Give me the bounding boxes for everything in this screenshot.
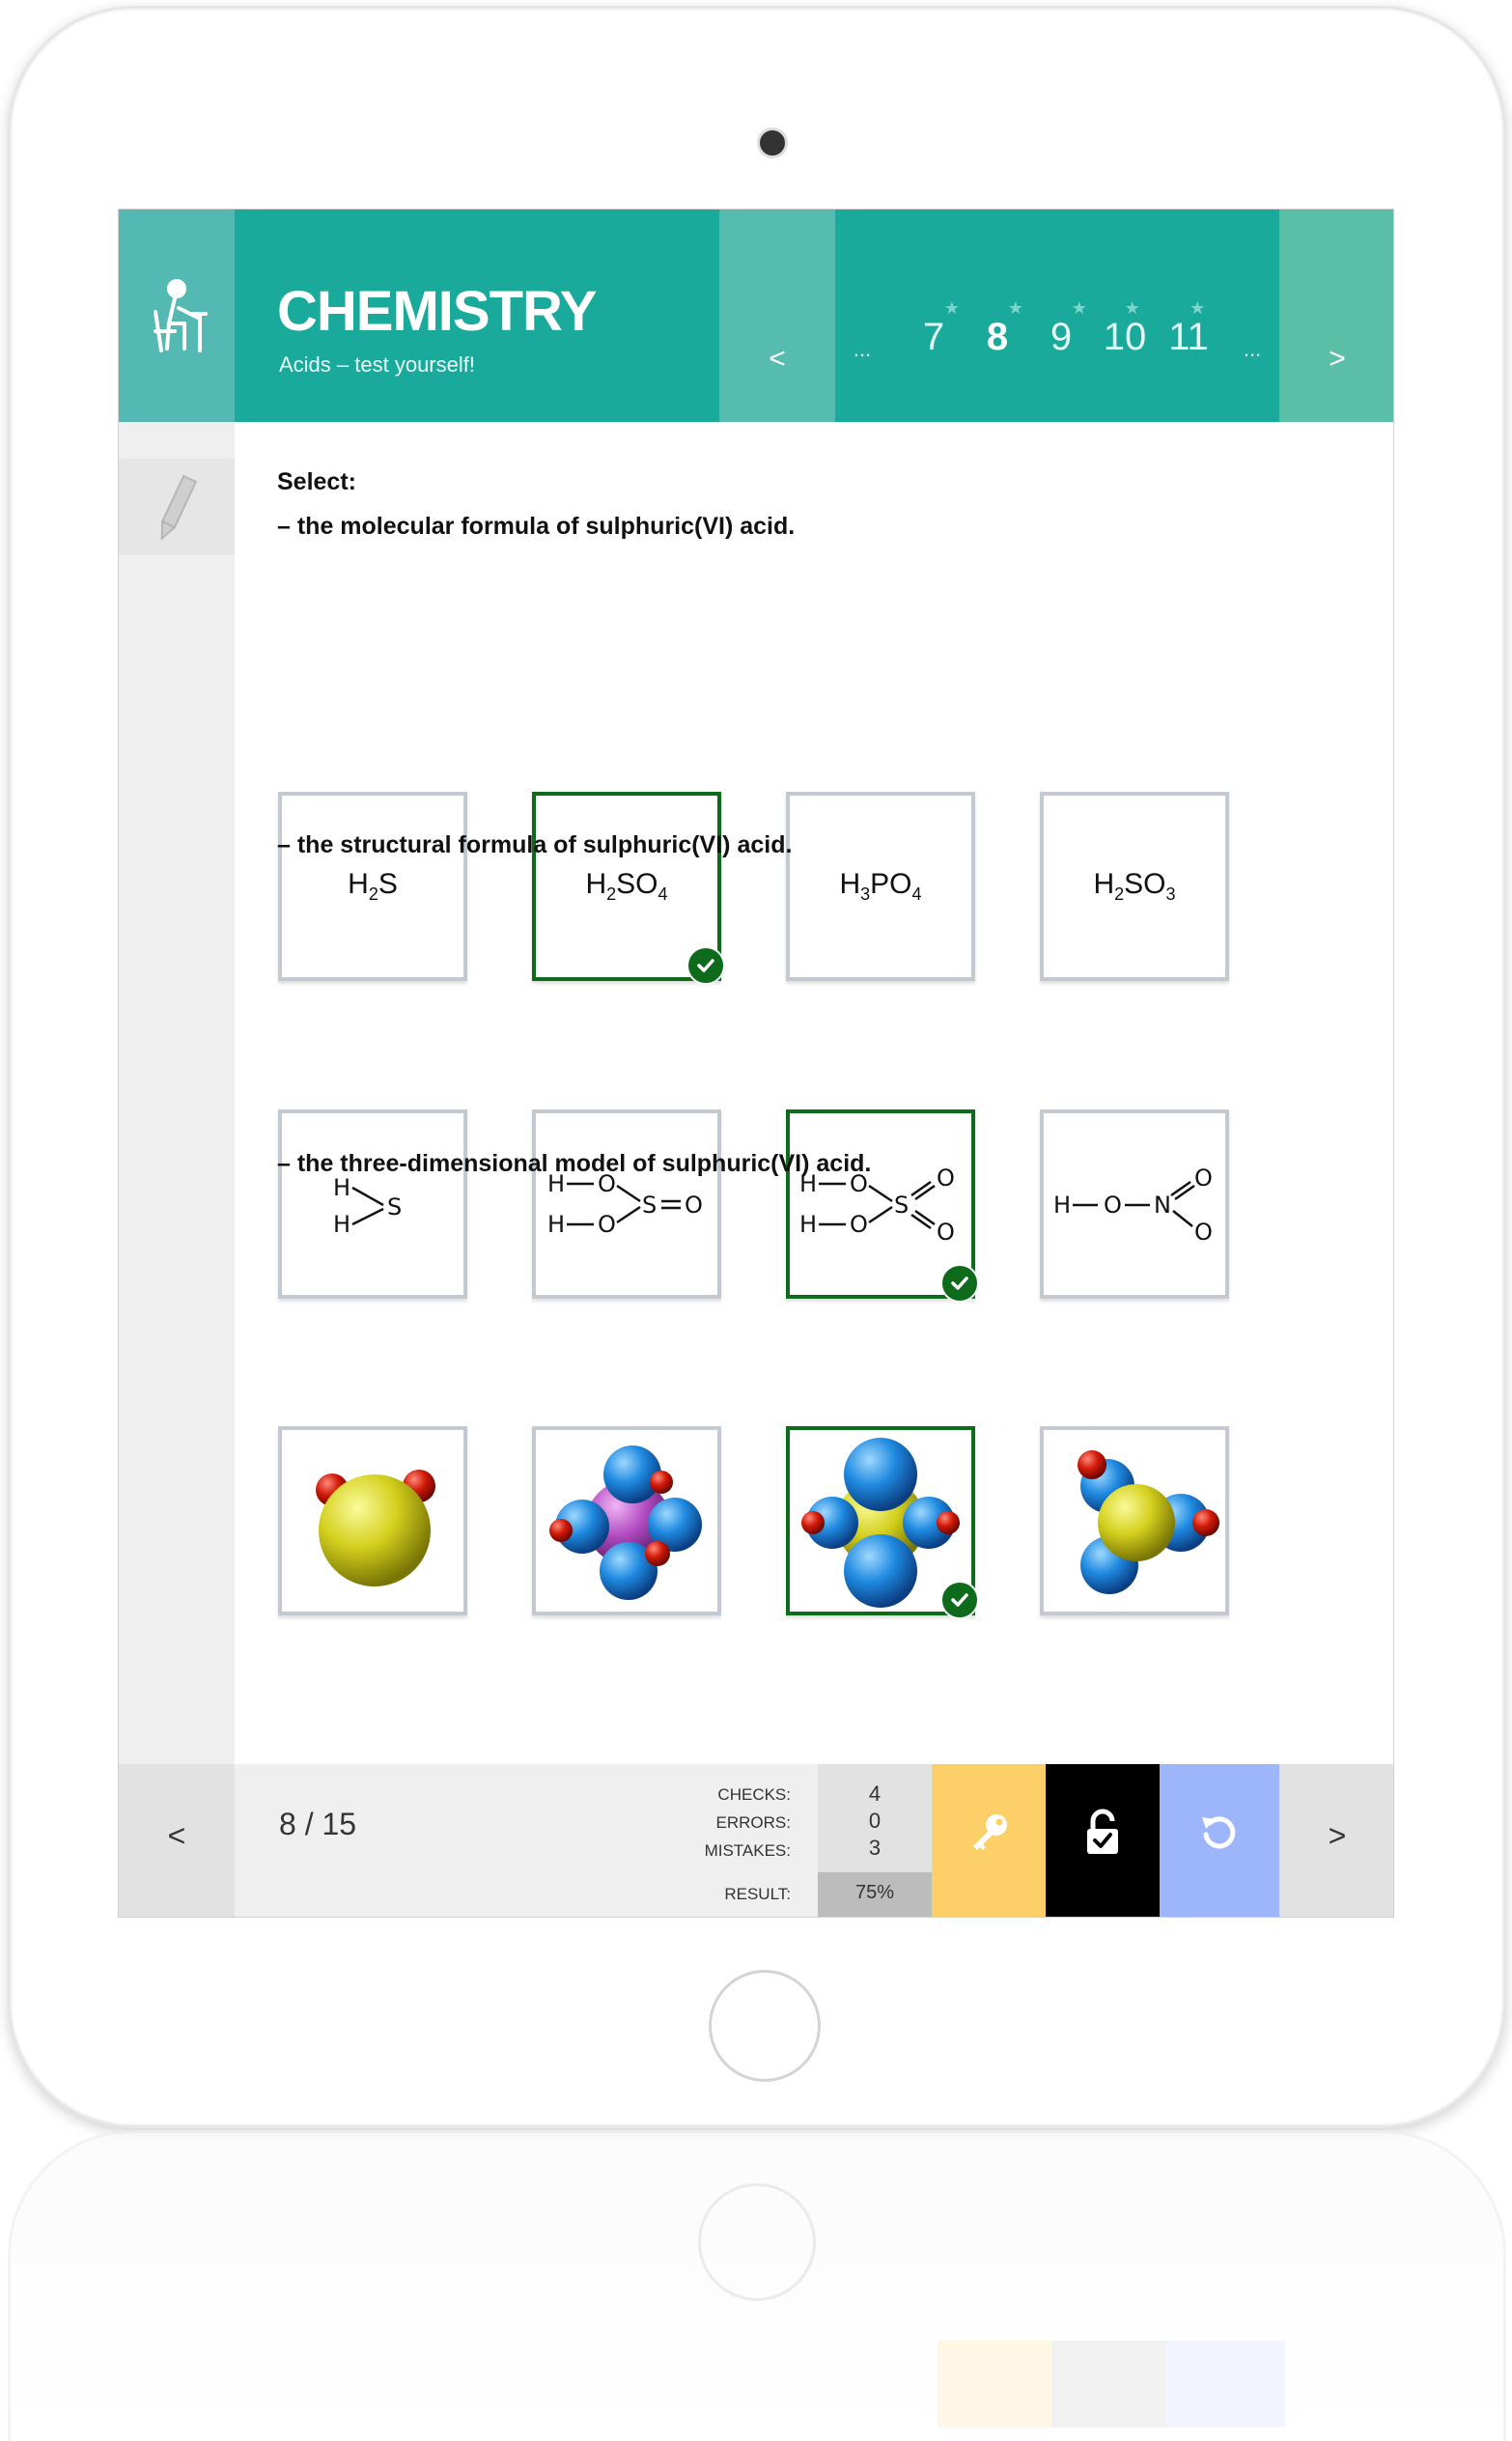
star-icon: ★ — [943, 298, 960, 318]
molecule-model-h2s-icon — [286, 1434, 460, 1608]
formula-h2s — [348, 868, 398, 905]
page-selector — [835, 210, 1279, 422]
page-8[interactable] — [968, 298, 1026, 359]
home-button-reflection — [698, 2183, 816, 2301]
star-icon: ★ — [1124, 298, 1140, 318]
atom: O — [1194, 1219, 1213, 1246]
formula-h3po4 — [839, 868, 921, 905]
unlock-icon — [1079, 1808, 1126, 1858]
atom: H — [1053, 1192, 1072, 1219]
notes-button[interactable] — [119, 459, 235, 555]
check-answer-button[interactable] — [1046, 1764, 1160, 1918]
page-9[interactable] — [1032, 298, 1090, 359]
reflection-bar-reset — [1165, 2341, 1285, 2427]
unlock-icon-wrap — [1046, 1764, 1160, 1918]
student-desk-icon — [119, 210, 235, 422]
sub: 4 — [658, 884, 668, 904]
atom: O — [598, 1211, 616, 1238]
sub: 2 — [1114, 884, 1125, 904]
el: SO — [1124, 868, 1166, 900]
app-screen — [118, 209, 1394, 1918]
sidebar — [119, 422, 235, 1764]
sub: 4 — [911, 884, 922, 904]
footer-prev-button[interactable] — [119, 1764, 235, 1918]
footer-next-arrow: > — [1328, 1818, 1347, 1853]
home-button[interactable] — [709, 1970, 821, 2082]
atom: H — [333, 1174, 351, 1201]
checkmark-icon — [940, 1581, 979, 1619]
footer-stats — [235, 1764, 818, 1918]
el: H — [348, 868, 369, 900]
footer-next-button[interactable] — [1279, 1764, 1394, 1918]
reflection-bar-key — [938, 2341, 1051, 2427]
star-icon: ★ — [1071, 298, 1087, 318]
formula-h2so3 — [1093, 868, 1175, 905]
checkmark-icon — [686, 946, 725, 985]
el: H — [1093, 868, 1115, 900]
checks-label: CHECKS: — [717, 1785, 791, 1804]
question-3: – the three-dimensional model of sulphuric(VI) acid. — [277, 1150, 872, 1177]
question-area — [235, 422, 1394, 1764]
model-option-2[interactable] — [532, 1426, 721, 1615]
atom: N — [1154, 1192, 1171, 1219]
question-1: – the molecular formula of sulphuric(VI) acid. — [277, 513, 796, 540]
sub: 3 — [860, 884, 871, 904]
page-8-label: 8 — [986, 316, 1009, 358]
sub: 2 — [368, 884, 378, 904]
option-h2so3[interactable] — [1040, 792, 1229, 981]
header-prev-arrow: < — [769, 343, 786, 375]
header-title-box — [235, 210, 719, 422]
model-option-3[interactable] — [786, 1426, 975, 1615]
header-icon-box — [119, 210, 235, 422]
structural-option-h2so3[interactable] — [532, 1109, 721, 1299]
atom: O — [850, 1170, 868, 1197]
result-label: RESULT: — [724, 1885, 791, 1903]
mistakes-value: 3 — [868, 1836, 882, 1860]
el: H — [839, 868, 861, 900]
camera — [757, 127, 788, 158]
star-icon: ★ — [1007, 298, 1023, 318]
reset-icon — [1196, 1810, 1243, 1856]
model-option-4[interactable] — [1040, 1426, 1229, 1615]
page-10[interactable] — [1096, 298, 1154, 359]
atom: O — [937, 1164, 955, 1192]
el: SO — [616, 868, 658, 900]
page-11-label: 11 — [1168, 316, 1209, 358]
page-9-label: 9 — [1050, 316, 1073, 358]
result-box — [818, 1872, 932, 1918]
structural-option-h2so4[interactable] — [786, 1109, 975, 1299]
atom: H — [799, 1211, 818, 1238]
sub: 2 — [606, 884, 617, 904]
el: S — [378, 868, 398, 900]
result-value: 75% — [854, 1882, 895, 1903]
select-label: Select: — [277, 468, 356, 495]
atom: O — [850, 1211, 868, 1238]
page-7-label: 7 — [922, 316, 945, 358]
footer-values — [818, 1764, 932, 1918]
atom: H — [333, 1211, 351, 1238]
pages-ellipsis-right[interactable]: ... — [1243, 337, 1262, 361]
reset-icon-wrap — [1160, 1764, 1279, 1918]
structural-option-h2s[interactable] — [278, 1109, 467, 1299]
el: H — [585, 868, 607, 900]
page-10-label: 10 — [1103, 316, 1147, 358]
app-title: CHEMISTRY — [277, 280, 597, 343]
errors-label: ERRORS: — [715, 1813, 791, 1832]
atom: O — [1194, 1164, 1213, 1192]
app-subtitle: Acids – test yourself! — [279, 352, 475, 377]
header-next-arrow: > — [1329, 343, 1346, 375]
question-counter: 8 / 15 — [279, 1807, 357, 1841]
option-h3po4[interactable] — [786, 792, 975, 981]
el: PO — [870, 868, 912, 900]
checkmark-icon — [940, 1264, 979, 1303]
footer-prev-arrow: < — [167, 1818, 186, 1853]
atom: H — [547, 1211, 566, 1238]
atom: O — [685, 1192, 703, 1219]
reflection-bar-lock — [1051, 2341, 1165, 2427]
molecule-model-h2so4-icon — [794, 1434, 967, 1608]
option-h2so4[interactable] — [532, 792, 721, 981]
structural-option-hno3[interactable] — [1040, 1109, 1229, 1299]
atom: O — [598, 1170, 616, 1197]
star-icon: ★ — [1190, 298, 1206, 318]
atom: O — [937, 1219, 955, 1246]
sub: 3 — [1165, 884, 1176, 904]
atom: H — [799, 1170, 818, 1197]
page-11[interactable] — [1160, 298, 1218, 359]
question-2: – the structural formula of sulphuric(VI) acid. — [277, 831, 793, 858]
checks-value: 4 — [868, 1782, 882, 1806]
page-7[interactable] — [905, 298, 963, 359]
footer-bar — [119, 1764, 1394, 1918]
atom: S — [894, 1192, 910, 1219]
atom: S — [387, 1193, 403, 1220]
key-icon-wrap — [932, 1764, 1046, 1918]
structural-formula-hno3 — [1048, 1132, 1221, 1277]
reset-button[interactable] — [1160, 1764, 1279, 1918]
pages-ellipsis-left[interactable]: ... — [853, 337, 872, 361]
molecule-model-h2so3-icon — [1048, 1434, 1221, 1608]
show-answer-button[interactable] — [932, 1764, 1046, 1918]
pencil-icon — [119, 459, 235, 555]
header — [119, 210, 1394, 422]
formula-h2so4 — [585, 868, 667, 905]
atom: O — [1104, 1192, 1122, 1219]
atom: H — [547, 1170, 566, 1197]
mistakes-label: MISTAKES: — [704, 1841, 791, 1860]
model-option-1[interactable] — [278, 1426, 467, 1615]
molecule-model-h3po4-icon — [540, 1434, 714, 1608]
header-prev-button[interactable] — [719, 210, 835, 422]
header-next-button[interactable] — [1279, 210, 1394, 422]
option-h2s[interactable] — [278, 792, 467, 981]
key-icon — [966, 1810, 1012, 1856]
atom: S — [642, 1192, 658, 1219]
tablet-reflection — [8, 2130, 1506, 2441]
errors-value: 0 — [868, 1809, 882, 1833]
